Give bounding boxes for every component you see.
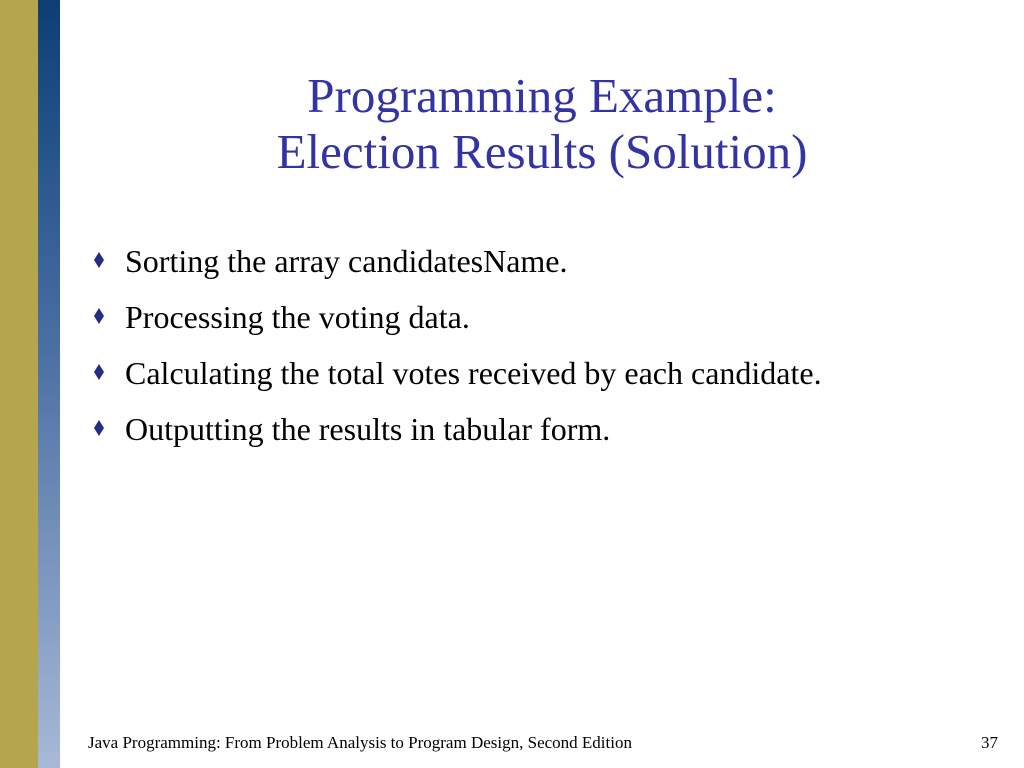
bullet-item-sorting [92, 240, 852, 282]
bullet-item-calculating [92, 352, 852, 394]
bullet-text: Calculating the total votes received by each candidate. [125, 355, 822, 391]
footer-book-title: Java Programming: From Problem Analysis to Program Design, Second Edition [88, 733, 632, 752]
page-number: 37 [981, 733, 998, 752]
bullet-item-processing [92, 296, 852, 338]
bullet-text: Sorting the array candidatesName. [125, 243, 568, 279]
slide-title [60, 68, 1024, 180]
diamond-icon [94, 364, 104, 380]
bullet-text: Processing the voting data. [125, 299, 470, 335]
diamond-icon [94, 308, 104, 324]
bullet-item-outputting [92, 408, 852, 450]
diamond-icon [94, 420, 104, 436]
slide-title-line-2: Election Results (Solution) [276, 124, 808, 179]
bullet-text: Outputting the results in tabular form. [125, 411, 611, 447]
bullet-list [92, 240, 852, 464]
diamond-icon [94, 252, 104, 268]
sidebar-blue-gradient-stripe [38, 0, 60, 768]
sidebar-gold-stripe [0, 0, 38, 768]
slide-title-line-1: Programming Example: [307, 68, 777, 123]
